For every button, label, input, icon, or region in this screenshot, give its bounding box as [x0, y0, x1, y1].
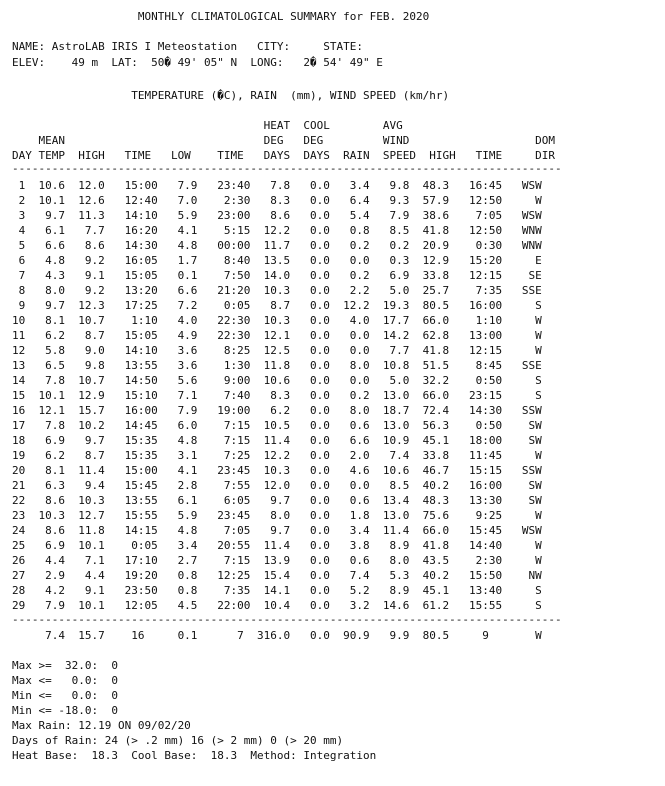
monthly-totals-row: 7.4 15.7 16 0.1 7 316.0 0.0 90.9 9.9 80.5 9 W — [12, 629, 542, 642]
table-row: 10 8.1 10.7 1:10 4.0 22:30 10.3 0.0 4.0 17.7 66.0 1:10 W — [12, 314, 542, 327]
min-le-extreme-count: Min <= -18.0: 0 — [12, 704, 118, 717]
station-name-line: NAME: AstroLAB IRIS I Meteostation CITY: STATE: — [12, 40, 363, 53]
table-row: 26 4.4 7.1 17:10 2.7 7:15 13.9 0.0 0.6 8.0 43.5 2:30 W — [12, 554, 542, 567]
table-row: 6 4.8 9.2 16:05 1.7 8:40 13.5 0.0 0.0 0.3 12.9 15:20 E — [12, 254, 542, 267]
column-header-row-3: DAY TEMP HIGH TIME LOW TIME DAYS DAYS RAIN SPEED HIGH TIME DIR — [12, 149, 556, 162]
days-of-rain-line: Days of Rain: 24 (> .2 mm) 16 (> 2 mm) 0 (> 20 mm) — [12, 734, 344, 747]
table-row: 22 8.6 10.3 13:55 6.1 6:05 9.7 0.0 0.6 13.4 48.3 13:30 SW — [12, 494, 542, 507]
table-row: 13 6.5 9.8 13:55 3.6 1:30 11.8 0.0 8.0 10.8 51.5 8:45 SSE — [12, 359, 542, 372]
table-divider-top: ----------------------------------------------------------------------------------- — [12, 162, 562, 175]
column-header-row-2: MEAN DEG DEG WIND DOM — [12, 134, 556, 147]
table-row: 2 10.1 12.6 12:40 7.0 2:30 8.3 0.0 6.4 9.3 57.9 12:50 W — [12, 194, 542, 207]
table-row: 16 12.1 15.7 16:00 7.9 19:00 6.2 0.0 8.0 18.7 72.4 14:30 SSW — [12, 404, 542, 417]
table-row: 18 6.9 9.7 15:35 4.8 7:15 11.4 0.0 6.6 10.9 45.1 18:00 SW — [12, 434, 542, 447]
max-le-count: Max <= 0.0: 0 — [12, 674, 118, 687]
table-row: 25 6.9 10.1 0:05 3.4 20:55 11.4 0.0 3.8 8.9 41.8 14:40 W — [12, 539, 542, 552]
table-row: 7 4.3 9.1 15:05 0.1 7:50 14.0 0.0 0.2 6.9 33.8 12:15 SE — [12, 269, 542, 282]
table-row: 17 7.8 10.2 14:45 6.0 7:15 10.5 0.0 0.6 13.0 56.3 0:50 SW — [12, 419, 542, 432]
table-row: 20 8.1 11.4 15:00 4.1 23:45 10.3 0.0 4.6 10.6 46.7 15:15 SSW — [12, 464, 542, 477]
table-row: 27 2.9 4.4 19:20 0.8 12:25 15.4 0.0 7.4 5.3 40.2 15:50 NW — [12, 569, 542, 582]
table-row: 29 7.9 10.1 12:05 4.5 22:00 10.4 0.0 3.2 14.6 61.2 15:55 S — [12, 599, 542, 612]
max-ge-count: Max >= 32.0: 0 — [12, 659, 118, 672]
heat-cool-base-line: Heat Base: 18.3 Cool Base: 18.3 Method: Integration — [12, 749, 377, 762]
table-row: 15 10.1 12.9 15:10 7.1 7:40 8.3 0.0 0.2 13.0 66.0 23:15 S — [12, 389, 542, 402]
table-row: 5 6.6 8.6 14:30 4.8 00:00 11.7 0.0 0.2 0.2 20.9 0:30 WNW — [12, 239, 542, 252]
min-le-count: Min <= 0.0: 0 — [12, 689, 118, 702]
table-row: 8 8.0 9.2 13:20 6.6 21:20 10.3 0.0 2.2 5.0 25.7 7:35 SSE — [12, 284, 542, 297]
table-row: 9 9.7 12.3 17:25 7.2 0:05 8.7 0.0 12.2 19.3 80.5 16:00 S — [12, 299, 542, 312]
report-title: MONTHLY CLIMATOLOGICAL SUMMARY for FEB. 2020 — [12, 10, 430, 23]
table-row: 21 6.3 9.4 15:45 2.8 7:55 12.0 0.0 0.0 8.5 40.2 16:00 SW — [12, 479, 542, 492]
max-rain-line: Max Rain: 12.19 ON 09/02/20 — [12, 719, 191, 732]
table-row: 4 6.1 7.7 16:20 4.1 5:15 12.2 0.0 0.8 8.5 41.8 12:50 WNW — [12, 224, 542, 237]
units-heading: TEMPERATURE (�C), RAIN (mm), WIND SPEED (km/hr) — [12, 89, 450, 102]
table-row: 19 6.2 8.7 15:35 3.1 7:25 12.2 0.0 2.0 7.4 33.8 11:45 W — [12, 449, 542, 462]
table-row: 12 5.8 9.0 14:10 3.6 8:25 12.5 0.0 0.0 7.7 41.8 12:15 W — [12, 344, 542, 357]
table-row: 14 7.8 10.7 14:50 5.6 9:00 10.6 0.0 0.0 5.0 32.2 0:50 S — [12, 374, 542, 387]
column-header-row-1: HEAT COOL AVG — [12, 119, 403, 132]
station-location-line: ELEV: 49 m LAT: 50� 49' 05" N LONG: 2� 54' 49" E — [12, 56, 383, 69]
table-row: 3 9.7 11.3 14:10 5.9 23:00 8.6 0.0 5.4 7.9 38.6 7:05 WSW — [12, 209, 542, 222]
table-row: 1 10.6 12.0 15:00 7.9 23:40 7.8 0.0 3.4 9.8 48.3 16:45 WSW — [12, 179, 542, 192]
table-row: 11 6.2 8.7 15:05 4.9 22:30 12.1 0.0 0.0 14.2 62.8 13:00 W — [12, 329, 542, 342]
table-row: 28 4.2 9.1 23:50 0.8 7:35 14.1 0.0 5.2 8.9 45.1 13:40 S — [12, 584, 542, 597]
table-row: 23 10.3 12.7 15:55 5.9 23:45 8.0 0.0 1.8 13.0 75.6 9:25 W — [12, 509, 542, 522]
table-divider-bottom: ----------------------------------------------------------------------------------- — [12, 613, 562, 626]
table-row: 24 8.6 11.8 14:15 4.8 7:05 9.7 0.0 3.4 11.4 66.0 15:45 WSW — [12, 524, 542, 537]
